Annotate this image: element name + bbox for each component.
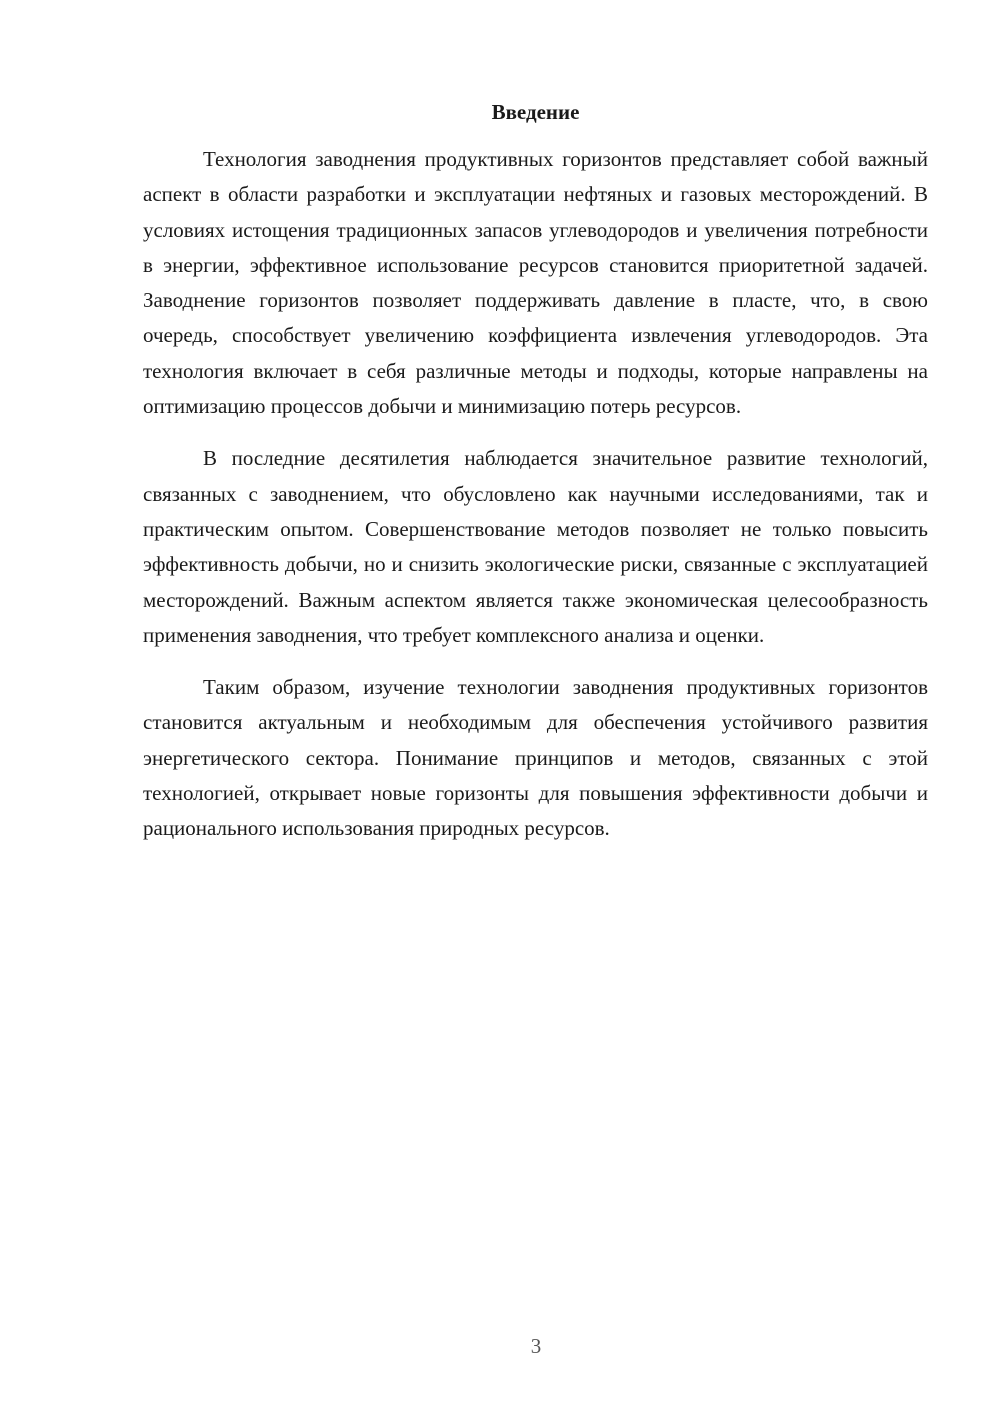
page-number: 3 bbox=[530, 1334, 542, 1358]
paragraph-1: Технология заводнения продуктивных горизонтов представляет собой важный аспект в области разработки и эксплуатации нефтяных и газовых месторождений. В условиях истощения традиционных запасов углеводородов и увеличения потребности в энергии, эффективное использование ресурсов становится приоритетной задачей. Заводнение горизонтов позволяет поддерживать давление в пласте, что, в свою очередь, способствует увеличению коэффициента извлечения углеводородов. Эта технология включает в себя различные методы и подходы, которые направлены на оптимизацию процессов добычи и минимизацию потерь ресурсов. bbox=[143, 147, 928, 419]
paragraph-2: В последние десятилетия наблюдается значительное развитие технологий, связанных с заводнением, что обусловлено как научными исследованиями, так и практическим опытом. Совершенствование методов позволяет не только повысить эффективность добычи, но и снизить экологические риски, связанные с эксплуатацией месторождений. Важным аспектом является также экономическая целесообразность применения заводнения, что требует комплексного анализа и оценки. bbox=[143, 446, 928, 647]
paragraph-3: Таким образом, изучение технологии заводнения продуктивных горизонтов становится актуальным и необходимым для обеспечения устойчивого развития энергетического сектора. Понимание принципов и методов, связанных с этой технологией, открывает новые горизонты для повышения эффективности добычи и рационального использования природных ресурсов. bbox=[143, 675, 928, 841]
body-text bbox=[143, 142, 928, 864]
section-heading: Введение bbox=[491, 100, 580, 124]
